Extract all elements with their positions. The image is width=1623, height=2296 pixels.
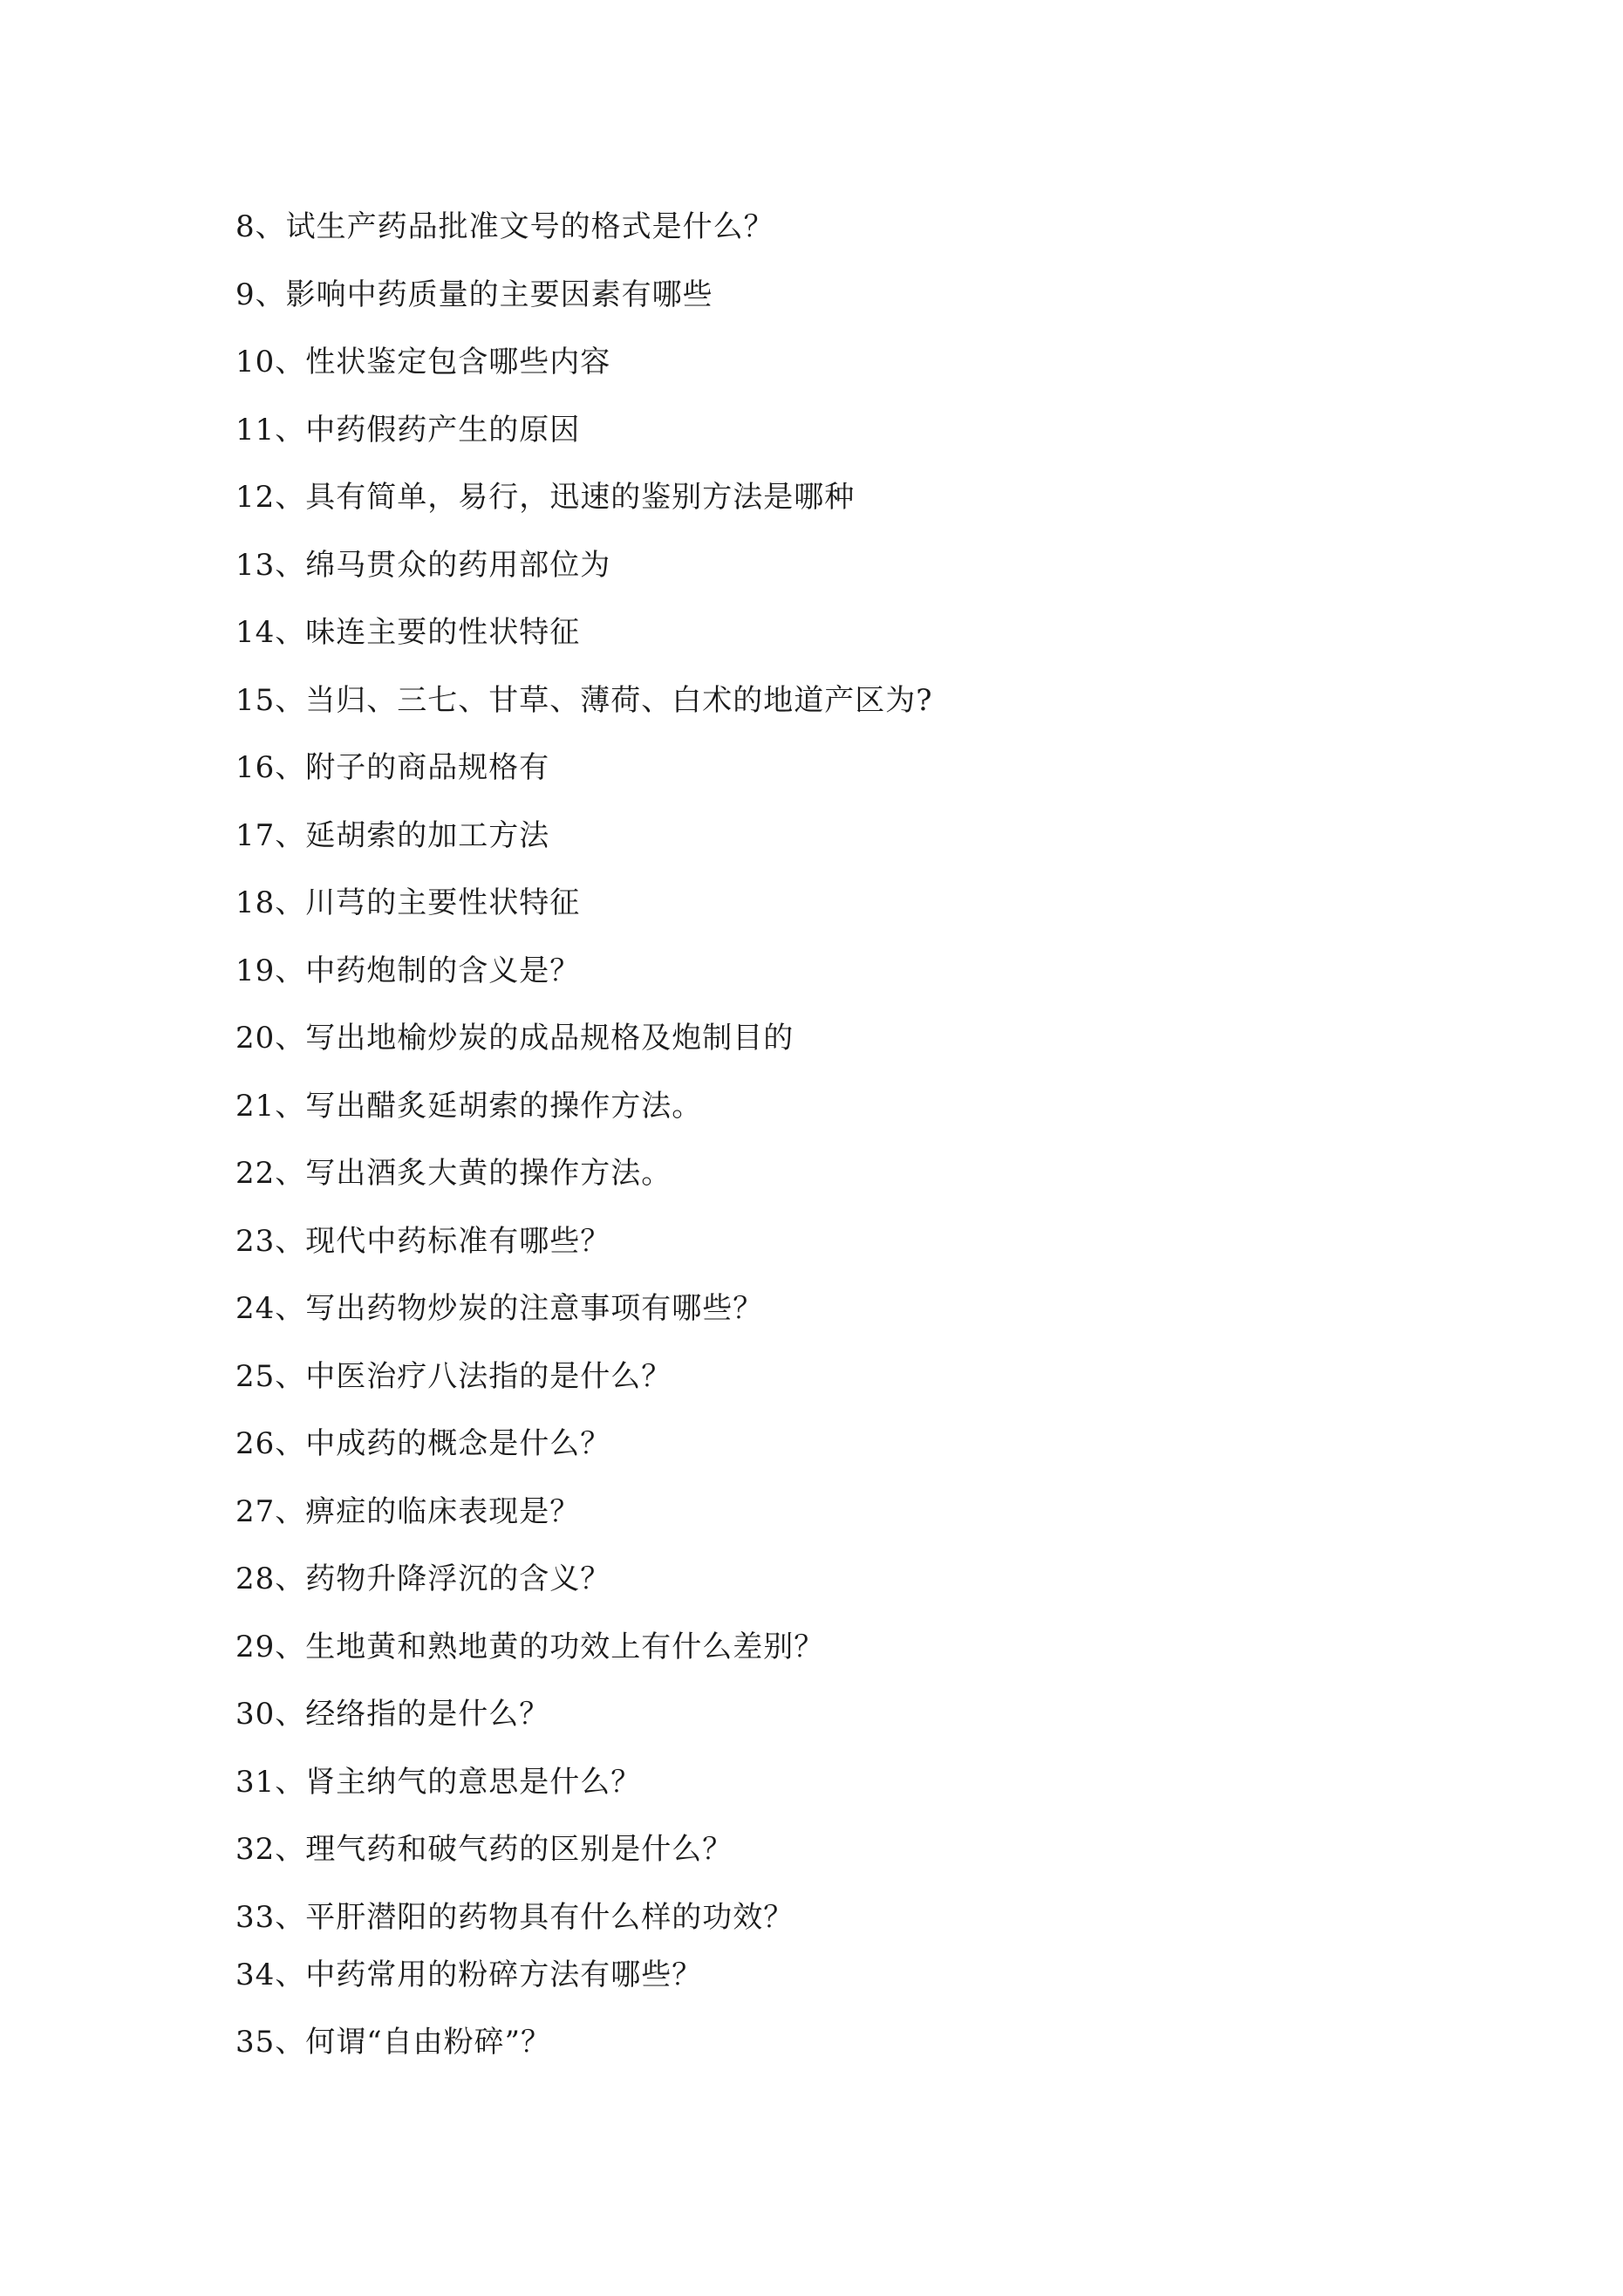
question-item: 9、影响中药质量的主要因素有哪些	[235, 277, 713, 312]
question-item: 31、肾主纳气的意思是什么？	[235, 1764, 642, 1800]
question-item: 10、性状鉴定包含哪些内容	[235, 345, 611, 379]
question-item: 25、中医治疗八法指的是什么？	[235, 1358, 672, 1394]
question-item: 28、药物升降浮沉的含义？	[235, 1561, 611, 1596]
question-item: 34、中药常用的粉碎方法有哪些？	[235, 1957, 703, 1992]
question-item: 27、痹症的临床表现是？	[235, 1493, 581, 1529]
question-item: 20、写出地榆炒炭的成品规格及炮制目的	[235, 1021, 794, 1056]
question-item: 11、中药假药产生的原因	[235, 412, 581, 448]
question-item: 30、经络指的是什么？	[235, 1697, 550, 1732]
question-item: 29、生地黄和熟地黄的功效上有什么差别？	[235, 1629, 825, 1664]
question-item: 23、现代中药标准有哪些？	[235, 1223, 611, 1259]
question-item: 21、写出醋炙延胡索的操作方法。	[235, 1088, 703, 1124]
question-item: 12、具有简单，易行，迅速的鉴别方法是哪种	[235, 480, 856, 515]
question-item: 24、写出药物炒炭的注意事项有哪些？	[235, 1291, 764, 1326]
question-item: 17、延胡索的加工方法	[235, 817, 550, 853]
question-item: 33、平肝潜阳的药物具有什么样的功效？	[235, 1899, 794, 1935]
question-item: 32、理气药和破气药的区别是什么？	[235, 1832, 733, 1867]
question-item: 14、味连主要的性状特征	[235, 615, 581, 650]
question-list	[235, 205, 1456, 2088]
question-item: 15、当归、三七、甘草、薄荷、白术的地道产区为?	[235, 682, 933, 718]
question-item: 26、中成药的概念是什么？	[235, 1426, 611, 1461]
question-item: 8、试生产药品批准文号的格式是什么？	[235, 209, 774, 244]
question-item: 13、绵马贯众的药用部位为	[235, 547, 611, 583]
question-item: 19、中药炮制的含义是？	[235, 953, 581, 988]
question-item: 18、川芎的主要性状特征	[235, 885, 581, 920]
question-item: 35、何谓“自由粉碎”？	[235, 2025, 552, 2060]
question-item: 16、附子的商品规格有	[235, 750, 550, 785]
question-item: 22、写出酒炙大黄的操作方法。	[235, 1156, 672, 1191]
